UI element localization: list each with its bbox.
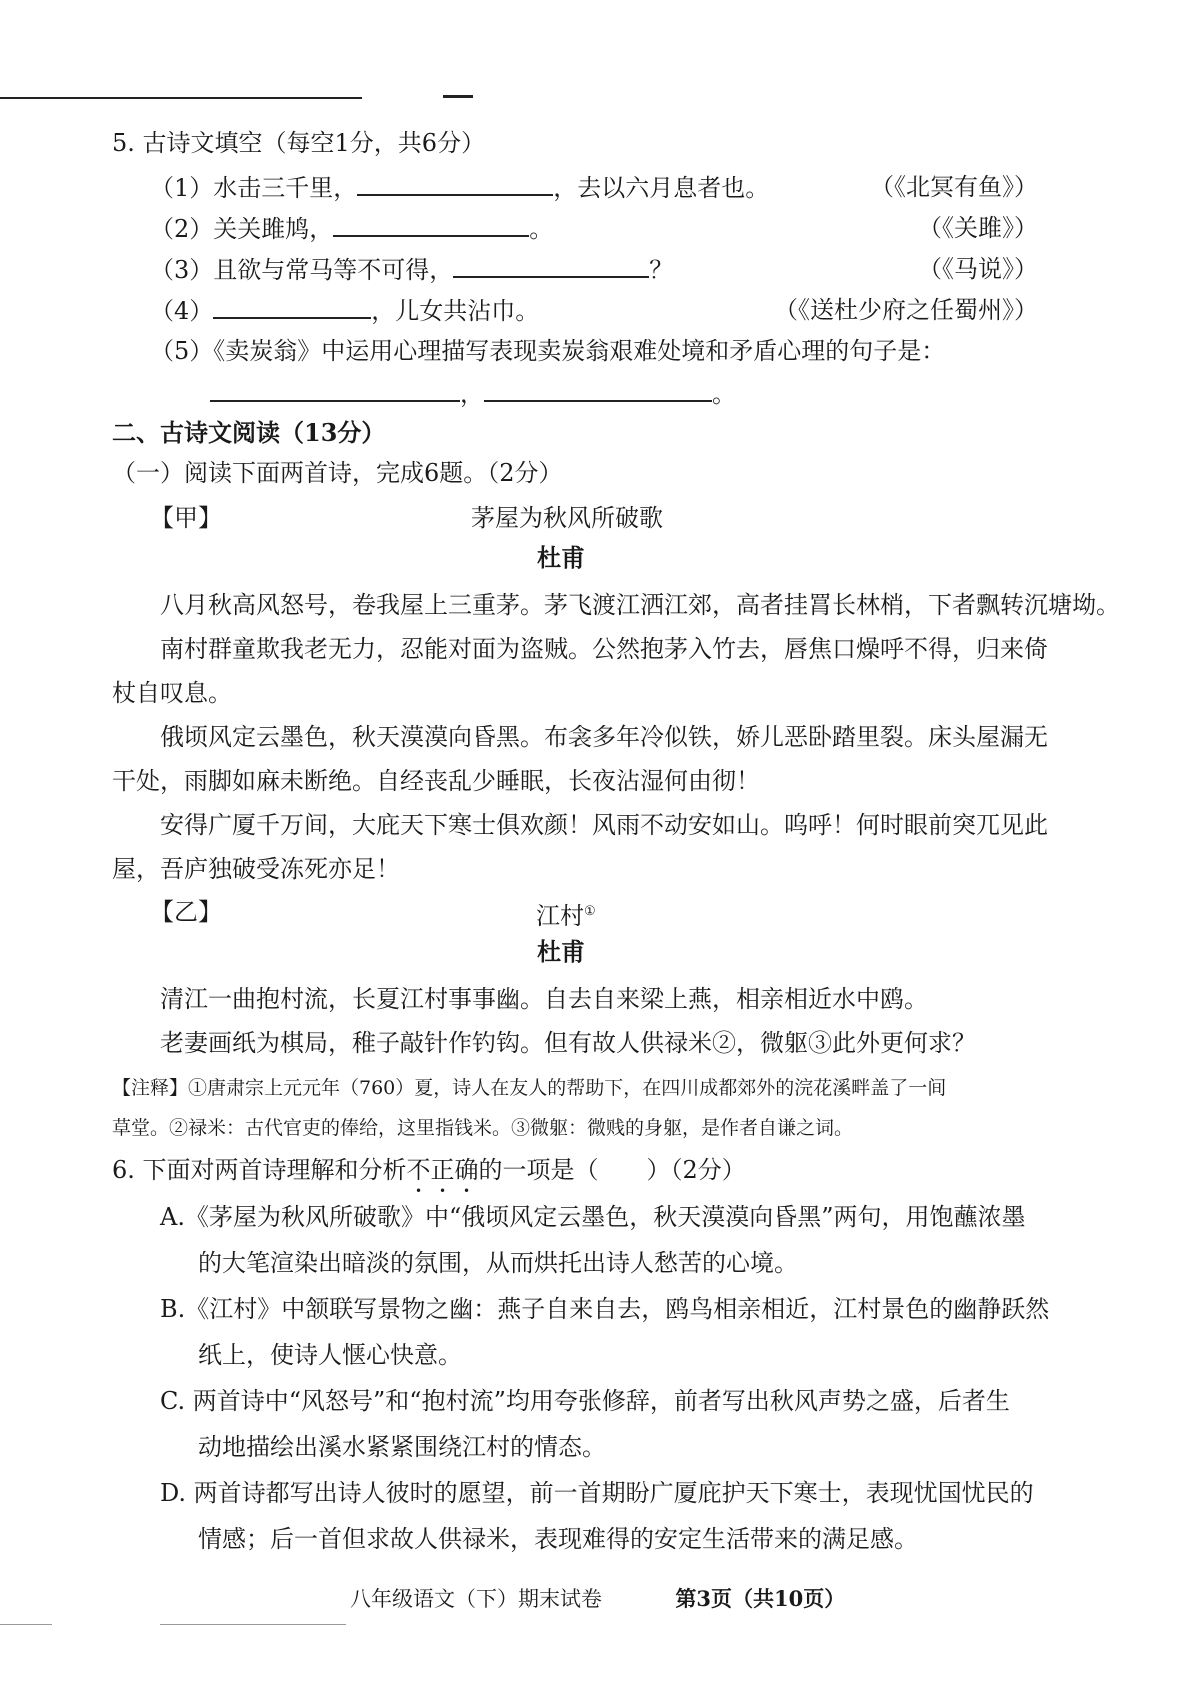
option-b-line1[interactable]: B.《江村》中颔联写景物之幽：燕子自来自去，鸥鸟相亲相近，江村景色的幽静跃然 bbox=[160, 1295, 1050, 1323]
item-pre: 关关雎鸠， bbox=[213, 215, 334, 243]
item-number: （2） bbox=[150, 215, 214, 243]
poem1-line: 干处，雨脚如麻未断绝。自经丧乱少睡眠，长夜沾湿何由彻！ bbox=[112, 767, 760, 795]
item-number: （1） bbox=[150, 174, 214, 202]
end-mark: 。 bbox=[712, 380, 736, 408]
annotation-line: 【注释】①唐肃宗上元元年（760）夏，诗人在友人的帮助下，在四川成都郊外的浣花溪畔盖了一间 bbox=[112, 1077, 947, 1099]
q6-stem-post: 的一项是（ ）（2分） bbox=[478, 1156, 746, 1184]
footer-exam-name: 八年级语文（下）期末试卷 bbox=[350, 1587, 602, 1611]
option-d-line1[interactable]: D. 两首诗都写出诗人彼时的愿望，前一首期盼广厦庇护天下寒士，表现忧国忧民的 bbox=[160, 1479, 1034, 1507]
item-post: ，去以六月息者也。 bbox=[553, 174, 770, 202]
option-b-line2: 纸上，使诗人惬心快意。 bbox=[198, 1341, 462, 1369]
q5-item-1 bbox=[150, 172, 769, 203]
item-pre: 且欲与常马等不可得， bbox=[213, 256, 454, 284]
poem1-line: 南村群童欺我老无力，忍能对面为盗贼。公然抱茅入竹去，唇焦口燥呼不得，归来倚 bbox=[160, 635, 1048, 663]
poem1-line: 安得广厦千万间，大庇天下寒士俱欢颜！风雨不动安如山。呜呼！何时眼前突兀见此 bbox=[160, 811, 1048, 839]
q5-source-3: （《马说》） bbox=[918, 255, 1038, 283]
q5-item-5 bbox=[150, 336, 945, 366]
page-footer bbox=[350, 1583, 845, 1613]
item-pre: 水击三千里， bbox=[213, 174, 358, 202]
item-text: 《卖炭翁》中运用心理描写表现卖炭翁艰难处境和矛盾心理的句子是： bbox=[213, 337, 946, 365]
item-post: ，儿女共沾巾。 bbox=[371, 297, 540, 325]
q5-item-3 bbox=[150, 254, 673, 285]
q5-item-5-blanks bbox=[210, 378, 736, 409]
poem1-line: 八月秋高风怒号，卷我屋上三重茅。茅飞渡江洒江郊，高者挂罥长林梢，下者飘转沉塘坳。 bbox=[160, 591, 1120, 619]
q6-stem-pre: 6. 下面对两首诗理解和分析 bbox=[112, 1156, 407, 1184]
q5-source-4: （《送杜少府之任蜀州》） bbox=[774, 296, 1038, 324]
answer-blank[interactable] bbox=[484, 378, 712, 402]
poem2-title-text: 江村 bbox=[536, 902, 584, 930]
poem2-line: 老妻画纸为棋局，稚子敲针作钓钩。但有故人供禄米②，微躯③此外更何求？ bbox=[160, 1029, 976, 1057]
q6-stem-emphasis: 不正确 bbox=[406, 1156, 479, 1184]
footer-page-number: 第3页（共10页） bbox=[675, 1586, 846, 1611]
item-number: （3） bbox=[150, 256, 214, 284]
option-c-line2: 动地描绘出溪水紧紧围绕江村的情态。 bbox=[198, 1433, 606, 1461]
q5-source-2: （《关雎》） bbox=[918, 214, 1038, 242]
q5-item-2 bbox=[150, 213, 553, 244]
poem1-author: 杜甫 bbox=[537, 543, 585, 572]
poem2-title bbox=[536, 897, 596, 931]
q5-title: 5. 古诗文填空（每空1分，共6分） bbox=[112, 129, 486, 157]
item-post: ？ bbox=[649, 256, 674, 284]
footer-rule-left bbox=[0, 1624, 52, 1625]
option-a-line1[interactable]: A.《茅屋为秋风所破歌》中“俄顷风定云墨色，秋天漠漠向昏黑”两句，用饱蘸浓墨 bbox=[160, 1203, 1026, 1231]
footnote-ref: ① bbox=[584, 904, 596, 919]
footer-rule-right bbox=[160, 1624, 346, 1625]
top-rule-mark bbox=[443, 95, 473, 98]
option-a-line2: 的大笔渲染出暗淡的氛围，从而烘托出诗人愁苦的心境。 bbox=[198, 1249, 798, 1277]
poem1-line: 杖自叹息。 bbox=[112, 679, 232, 707]
item-number: （4） bbox=[150, 297, 214, 325]
answer-blank[interactable] bbox=[213, 295, 371, 319]
poem1-mark: 【甲】 bbox=[150, 504, 222, 532]
poem1-title: 茅屋为秋风所破歌 bbox=[471, 504, 663, 532]
annotation-line: 草堂。②禄米：古代官吏的俸给，这里指钱米。③微躯：微贱的身躯，是作者自谦之词。 bbox=[112, 1117, 854, 1139]
option-c-line1[interactable]: C. 两首诗中“风怒号”和“抱村流”均用夸张修辞，前者写出秋风声势之盛，后者生 bbox=[160, 1387, 1010, 1415]
poem2-line: 清江一曲抱村流，长夏江村事事幽。自去自来梁上燕，相亲相近水中鸥。 bbox=[160, 985, 928, 1013]
top-rule-left bbox=[0, 97, 362, 99]
poem1-line: 俄顷风定云墨色，秋天漠漠向昏黑。布衾多年冷似铁，娇儿恶卧踏里裂。床头屋漏无 bbox=[160, 723, 1048, 751]
answer-blank[interactable] bbox=[333, 213, 529, 237]
poem2-mark: 【乙】 bbox=[150, 898, 222, 926]
answer-blank[interactable] bbox=[357, 172, 553, 196]
item-number: （5） bbox=[150, 337, 214, 365]
q6-stem bbox=[112, 1155, 746, 1198]
q5-source-1: （《北冥有鱼》） bbox=[870, 173, 1038, 201]
item-post: 。 bbox=[529, 215, 554, 243]
section-heading: 二、古诗文阅读（13分） bbox=[112, 418, 386, 447]
poem1-line: 屋，吾庐独破受冻死亦足！ bbox=[112, 855, 400, 883]
answer-blank[interactable] bbox=[453, 254, 649, 278]
section-subheading: （一）阅读下面两首诗，完成6题。（2分） bbox=[112, 459, 563, 487]
option-d-line2: 情感；后一首但求故人供禄米，表现难得的安定生活带来的满足感。 bbox=[198, 1525, 918, 1553]
q5-item-4 bbox=[150, 295, 539, 326]
separator: ， bbox=[460, 380, 484, 408]
answer-blank[interactable] bbox=[210, 378, 460, 402]
poem2-author: 杜甫 bbox=[537, 937, 585, 966]
